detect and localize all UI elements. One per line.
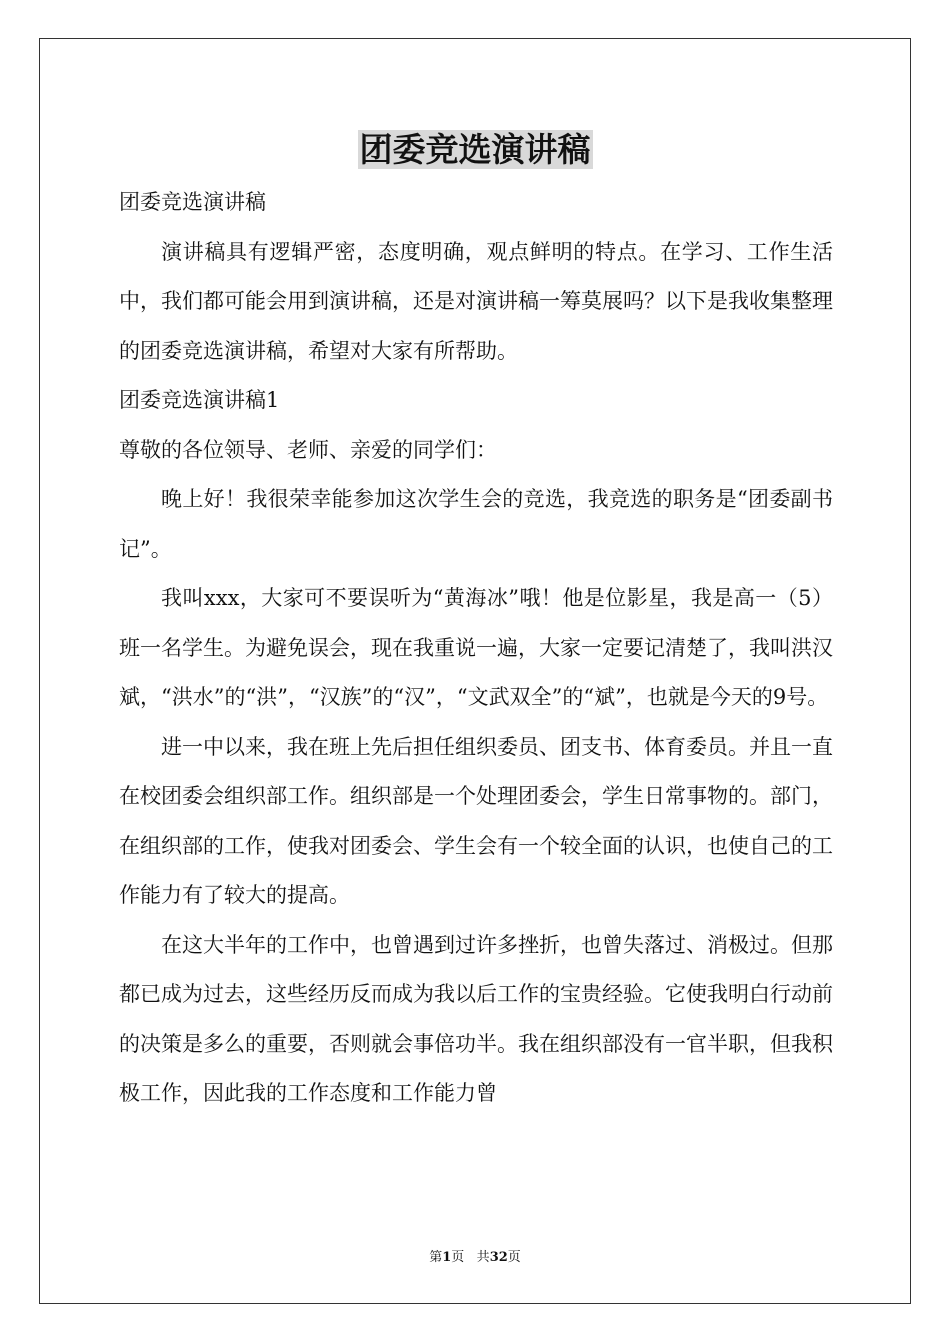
section-heading: 团委竞选演讲稿1: [119, 388, 280, 412]
page-footer: [0, 1249, 950, 1267]
body-paragraph: 进一中以来，我在班上先后担任组织委员、团支书、体育委员。并且一直在校团委会组织部工作。组织部是一个处理团委会，学生日常事物的。部门，在组织部的工作，使我对团委会、学生会有一个较全面的认识，也使自己的工作能力有了较大的提高。: [119, 734, 833, 907]
total-suffix: 页: [507, 1250, 521, 1265]
page-suffix: 页: [451, 1250, 465, 1265]
intro-paragraph: 演讲稿具有逻辑严密，态度明确，观点鲜明的特点。在学习、工作生活中，我们都可能会用到演讲稿，还是对演讲稿一筹莫展吗？以下是我收集整理的团委竞选演讲稿，希望对大家有所帮助。: [119, 239, 833, 363]
document-title: [0, 128, 950, 172]
body-paragraph: 晚上好！我很荣幸能参加这次学生会的竞选，我竞选的职务是“团委副书记”。: [119, 487, 833, 561]
body-paragraph: 在这大半年的工作中，也曾遇到过许多挫折，也曾失落过、消极过。但那都已成为过去，这些经历反而成为我以后工作的宝贵经验。它使我明白行动前的决策是多么的重要，否则就会事倍功半。我在组织部没有一官半职，但我积极工作，因此我的工作态度和工作能力曾: [119, 932, 833, 1105]
total-pages-number: 32: [489, 1250, 508, 1265]
salutation: 尊敬的各位领导、老师、亲爱的同学们：: [119, 437, 497, 462]
current-page-number: 1: [442, 1250, 452, 1265]
document-body: [119, 178, 833, 1119]
subtitle-line: 团委竞选演讲稿: [119, 190, 266, 214]
body-paragraph: 我叫xxx，大家可不要误听为“黄海冰”哦！他是位影星，我是高一（5）班一名学生。为避免误会，现在我重说一遍，大家一定要记清楚了，我叫洪汉斌，“洪水”的“洪”，“汉族”的“汉”，“文武双全”的“斌”，也就是今天的9号。: [119, 586, 833, 709]
document-title-text: 团委竞选演讲稿: [359, 130, 591, 169]
total-prefix: 共: [476, 1250, 490, 1265]
page-prefix: 第: [429, 1250, 443, 1265]
